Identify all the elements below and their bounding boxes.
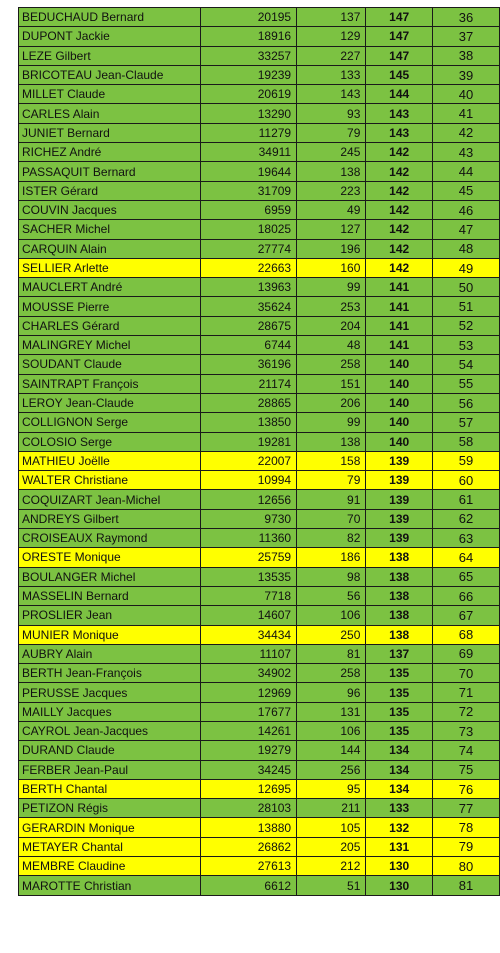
player-name-cell: COLOSIO Serge bbox=[19, 432, 201, 451]
points-cell: 21174 bbox=[200, 374, 296, 393]
points-cell: 12695 bbox=[200, 779, 296, 798]
count-cell: 81 bbox=[297, 644, 366, 663]
count-cell: 99 bbox=[297, 413, 366, 432]
score-cell: 139 bbox=[366, 490, 433, 509]
player-name-cell: LEROY Jean-Claude bbox=[19, 393, 201, 412]
player-name-cell: MAUCLERT André bbox=[19, 278, 201, 297]
count-cell: 227 bbox=[297, 46, 366, 65]
player-name-cell: BEDUCHAUD Bernard bbox=[19, 8, 201, 27]
rank-cell: 70 bbox=[432, 664, 499, 683]
table-row bbox=[19, 664, 500, 683]
rank-cell: 67 bbox=[432, 606, 499, 625]
rank-cell: 71 bbox=[432, 683, 499, 702]
points-cell: 14261 bbox=[200, 721, 296, 740]
points-cell: 19281 bbox=[200, 432, 296, 451]
player-name-cell: LEZE Gilbert bbox=[19, 46, 201, 65]
rank-cell: 59 bbox=[432, 451, 499, 470]
rank-cell: 57 bbox=[432, 413, 499, 432]
points-cell: 13290 bbox=[200, 104, 296, 123]
score-cell: 140 bbox=[366, 432, 433, 451]
player-name-cell: COQUIZART Jean-Michel bbox=[19, 490, 201, 509]
table-row bbox=[19, 85, 500, 104]
score-cell: 147 bbox=[366, 27, 433, 46]
points-cell: 25759 bbox=[200, 548, 296, 567]
count-cell: 70 bbox=[297, 509, 366, 528]
count-cell: 144 bbox=[297, 741, 366, 760]
table-row-highlighted bbox=[19, 258, 500, 277]
player-name-cell: JUNIET Bernard bbox=[19, 123, 201, 142]
count-cell: 258 bbox=[297, 664, 366, 683]
table-row bbox=[19, 123, 500, 142]
count-cell: 205 bbox=[297, 837, 366, 856]
player-name-cell: BERTH Jean-François bbox=[19, 664, 201, 683]
table-row bbox=[19, 413, 500, 432]
points-cell: 11107 bbox=[200, 644, 296, 663]
table-row bbox=[19, 644, 500, 663]
score-cell: 144 bbox=[366, 85, 433, 104]
score-cell: 142 bbox=[366, 162, 433, 181]
player-name-cell: PERUSSE Jacques bbox=[19, 683, 201, 702]
score-cell: 138 bbox=[366, 548, 433, 567]
table-row bbox=[19, 374, 500, 393]
score-cell: 138 bbox=[366, 625, 433, 644]
player-name-cell: COLLIGNON Serge bbox=[19, 413, 201, 432]
rank-cell: 80 bbox=[432, 857, 499, 876]
points-cell: 13963 bbox=[200, 278, 296, 297]
table-row-highlighted bbox=[19, 857, 500, 876]
score-cell: 142 bbox=[366, 200, 433, 219]
count-cell: 131 bbox=[297, 702, 366, 721]
rank-cell: 38 bbox=[432, 46, 499, 65]
player-name-cell: CARQUIN Alain bbox=[19, 239, 201, 258]
table-row-highlighted bbox=[19, 471, 500, 490]
rank-cell: 60 bbox=[432, 471, 499, 490]
count-cell: 93 bbox=[297, 104, 366, 123]
points-cell: 28103 bbox=[200, 799, 296, 818]
points-cell: 35624 bbox=[200, 297, 296, 316]
score-cell: 140 bbox=[366, 393, 433, 412]
points-cell: 34902 bbox=[200, 664, 296, 683]
rank-cell: 40 bbox=[432, 85, 499, 104]
rank-cell: 76 bbox=[432, 779, 499, 798]
rank-cell: 53 bbox=[432, 336, 499, 355]
table-row bbox=[19, 393, 500, 412]
player-name-cell: ISTER Gérard bbox=[19, 181, 201, 200]
rank-cell: 36 bbox=[432, 8, 499, 27]
table-row-highlighted bbox=[19, 625, 500, 644]
count-cell: 151 bbox=[297, 374, 366, 393]
player-name-cell: PASSAQUIT Bernard bbox=[19, 162, 201, 181]
rank-cell: 42 bbox=[432, 123, 499, 142]
rank-cell: 47 bbox=[432, 220, 499, 239]
table-row bbox=[19, 336, 500, 355]
table-row bbox=[19, 8, 500, 27]
count-cell: 138 bbox=[297, 432, 366, 451]
count-cell: 250 bbox=[297, 625, 366, 644]
count-cell: 211 bbox=[297, 799, 366, 818]
table-row bbox=[19, 278, 500, 297]
table-row bbox=[19, 181, 500, 200]
count-cell: 49 bbox=[297, 200, 366, 219]
rank-cell: 81 bbox=[432, 876, 499, 895]
player-name-cell: MAILLY Jacques bbox=[19, 702, 201, 721]
points-cell: 22007 bbox=[200, 451, 296, 470]
score-cell: 138 bbox=[366, 606, 433, 625]
points-cell: 19279 bbox=[200, 741, 296, 760]
player-name-cell: CHARLES Gérard bbox=[19, 316, 201, 335]
count-cell: 105 bbox=[297, 818, 366, 837]
count-cell: 138 bbox=[297, 162, 366, 181]
score-cell: 138 bbox=[366, 567, 433, 586]
score-cell: 142 bbox=[366, 220, 433, 239]
points-cell: 9730 bbox=[200, 509, 296, 528]
rank-cell: 75 bbox=[432, 760, 499, 779]
count-cell: 106 bbox=[297, 606, 366, 625]
rank-cell: 77 bbox=[432, 799, 499, 818]
rank-cell: 43 bbox=[432, 143, 499, 162]
table-row bbox=[19, 606, 500, 625]
score-cell: 138 bbox=[366, 586, 433, 605]
score-cell: 140 bbox=[366, 355, 433, 374]
table-row bbox=[19, 760, 500, 779]
points-cell: 14607 bbox=[200, 606, 296, 625]
table-row bbox=[19, 490, 500, 509]
count-cell: 79 bbox=[297, 123, 366, 142]
table-row bbox=[19, 567, 500, 586]
score-cell: 140 bbox=[366, 374, 433, 393]
count-cell: 143 bbox=[297, 85, 366, 104]
player-name-cell: DURAND Claude bbox=[19, 741, 201, 760]
table-row bbox=[19, 162, 500, 181]
score-cell: 135 bbox=[366, 721, 433, 740]
score-cell: 147 bbox=[366, 46, 433, 65]
table-row-highlighted bbox=[19, 779, 500, 798]
player-name-cell: MILLET Claude bbox=[19, 85, 201, 104]
player-name-cell: MOUSSE Pierre bbox=[19, 297, 201, 316]
table-row bbox=[19, 432, 500, 451]
points-cell: 19644 bbox=[200, 162, 296, 181]
table-row-highlighted bbox=[19, 548, 500, 567]
player-name-cell: WALTER Christiane bbox=[19, 471, 201, 490]
score-cell: 134 bbox=[366, 760, 433, 779]
points-cell: 34245 bbox=[200, 760, 296, 779]
count-cell: 95 bbox=[297, 779, 366, 798]
score-cell: 139 bbox=[366, 471, 433, 490]
score-cell: 147 bbox=[366, 8, 433, 27]
rank-cell: 48 bbox=[432, 239, 499, 258]
points-cell: 33257 bbox=[200, 46, 296, 65]
table-row bbox=[19, 200, 500, 219]
table-row bbox=[19, 529, 500, 548]
count-cell: 56 bbox=[297, 586, 366, 605]
table-row bbox=[19, 65, 500, 84]
table-row bbox=[19, 316, 500, 335]
score-cell: 134 bbox=[366, 741, 433, 760]
points-cell: 27774 bbox=[200, 239, 296, 258]
rank-cell: 45 bbox=[432, 181, 499, 200]
count-cell: 98 bbox=[297, 567, 366, 586]
player-name-cell: ANDREYS Gilbert bbox=[19, 509, 201, 528]
points-cell: 34911 bbox=[200, 143, 296, 162]
count-cell: 256 bbox=[297, 760, 366, 779]
score-cell: 139 bbox=[366, 509, 433, 528]
player-name-cell: MAROTTE Christian bbox=[19, 876, 201, 895]
count-cell: 158 bbox=[297, 451, 366, 470]
rank-cell: 49 bbox=[432, 258, 499, 277]
points-cell: 6612 bbox=[200, 876, 296, 895]
rank-cell: 58 bbox=[432, 432, 499, 451]
score-cell: 142 bbox=[366, 181, 433, 200]
rank-cell: 69 bbox=[432, 644, 499, 663]
score-cell: 134 bbox=[366, 779, 433, 798]
count-cell: 160 bbox=[297, 258, 366, 277]
ranking-table bbox=[18, 7, 500, 896]
points-cell: 7718 bbox=[200, 586, 296, 605]
table-row bbox=[19, 509, 500, 528]
rank-cell: 39 bbox=[432, 65, 499, 84]
count-cell: 96 bbox=[297, 683, 366, 702]
rank-cell: 56 bbox=[432, 393, 499, 412]
count-cell: 106 bbox=[297, 721, 366, 740]
table-row-highlighted bbox=[19, 818, 500, 837]
points-cell: 36196 bbox=[200, 355, 296, 374]
rank-cell: 61 bbox=[432, 490, 499, 509]
score-cell: 130 bbox=[366, 857, 433, 876]
rank-cell: 63 bbox=[432, 529, 499, 548]
player-name-cell: RICHEZ André bbox=[19, 143, 201, 162]
rank-cell: 64 bbox=[432, 548, 499, 567]
player-name-cell: MASSELIN Bernard bbox=[19, 586, 201, 605]
points-cell: 12969 bbox=[200, 683, 296, 702]
points-cell: 31709 bbox=[200, 181, 296, 200]
rank-cell: 65 bbox=[432, 567, 499, 586]
points-cell: 22663 bbox=[200, 258, 296, 277]
score-cell: 141 bbox=[366, 297, 433, 316]
rank-cell: 44 bbox=[432, 162, 499, 181]
rank-cell: 54 bbox=[432, 355, 499, 374]
player-name-cell: MATHIEU Joëlle bbox=[19, 451, 201, 470]
count-cell: 51 bbox=[297, 876, 366, 895]
count-cell: 245 bbox=[297, 143, 366, 162]
rank-cell: 51 bbox=[432, 297, 499, 316]
points-cell: 10994 bbox=[200, 471, 296, 490]
player-name-cell: BOULANGER Michel bbox=[19, 567, 201, 586]
score-cell: 141 bbox=[366, 278, 433, 297]
player-name-cell: COUVIN Jacques bbox=[19, 200, 201, 219]
score-cell: 143 bbox=[366, 123, 433, 142]
count-cell: 127 bbox=[297, 220, 366, 239]
count-cell: 48 bbox=[297, 336, 366, 355]
table-row bbox=[19, 297, 500, 316]
count-cell: 206 bbox=[297, 393, 366, 412]
table-row bbox=[19, 741, 500, 760]
table-row bbox=[19, 683, 500, 702]
count-cell: 133 bbox=[297, 65, 366, 84]
score-cell: 143 bbox=[366, 104, 433, 123]
points-cell: 17677 bbox=[200, 702, 296, 721]
score-cell: 141 bbox=[366, 336, 433, 355]
points-cell: 20195 bbox=[200, 8, 296, 27]
score-cell: 145 bbox=[366, 65, 433, 84]
table-row bbox=[19, 239, 500, 258]
points-cell: 13535 bbox=[200, 567, 296, 586]
score-cell: 142 bbox=[366, 239, 433, 258]
rank-cell: 41 bbox=[432, 104, 499, 123]
score-cell: 135 bbox=[366, 683, 433, 702]
points-cell: 11279 bbox=[200, 123, 296, 142]
points-cell: 18916 bbox=[200, 27, 296, 46]
rank-cell: 72 bbox=[432, 702, 499, 721]
score-cell: 130 bbox=[366, 876, 433, 895]
table-row bbox=[19, 220, 500, 239]
score-cell: 139 bbox=[366, 451, 433, 470]
player-name-cell: MEMBRE Claudine bbox=[19, 857, 201, 876]
points-cell: 27613 bbox=[200, 857, 296, 876]
points-cell: 12656 bbox=[200, 490, 296, 509]
score-cell: 135 bbox=[366, 702, 433, 721]
score-cell: 137 bbox=[366, 644, 433, 663]
rank-cell: 52 bbox=[432, 316, 499, 335]
table-row bbox=[19, 355, 500, 374]
count-cell: 99 bbox=[297, 278, 366, 297]
points-cell: 18025 bbox=[200, 220, 296, 239]
player-name-cell: CAYROL Jean-Jacques bbox=[19, 721, 201, 740]
points-cell: 13850 bbox=[200, 413, 296, 432]
player-name-cell: BRICOTEAU Jean-Claude bbox=[19, 65, 201, 84]
player-name-cell: BERTH Chantal bbox=[19, 779, 201, 798]
table-row bbox=[19, 104, 500, 123]
rank-cell: 74 bbox=[432, 741, 499, 760]
table-row bbox=[19, 702, 500, 721]
table-row bbox=[19, 876, 500, 895]
player-name-cell: SACHER Michel bbox=[19, 220, 201, 239]
count-cell: 258 bbox=[297, 355, 366, 374]
rank-cell: 73 bbox=[432, 721, 499, 740]
count-cell: 186 bbox=[297, 548, 366, 567]
score-cell: 141 bbox=[366, 316, 433, 335]
score-cell: 142 bbox=[366, 258, 433, 277]
player-name-cell: CROISEAUX Raymond bbox=[19, 529, 201, 548]
table-row bbox=[19, 721, 500, 740]
score-cell: 131 bbox=[366, 837, 433, 856]
points-cell: 34434 bbox=[200, 625, 296, 644]
rank-cell: 78 bbox=[432, 818, 499, 837]
table-row bbox=[19, 799, 500, 818]
count-cell: 196 bbox=[297, 239, 366, 258]
player-name-cell: DUPONT Jackie bbox=[19, 27, 201, 46]
table-row-highlighted bbox=[19, 837, 500, 856]
points-cell: 26862 bbox=[200, 837, 296, 856]
rank-cell: 66 bbox=[432, 586, 499, 605]
points-cell: 11360 bbox=[200, 529, 296, 548]
count-cell: 253 bbox=[297, 297, 366, 316]
points-cell: 28865 bbox=[200, 393, 296, 412]
table-row bbox=[19, 27, 500, 46]
ranking-table-container bbox=[18, 7, 500, 896]
rank-cell: 55 bbox=[432, 374, 499, 393]
count-cell: 79 bbox=[297, 471, 366, 490]
rank-cell: 79 bbox=[432, 837, 499, 856]
count-cell: 212 bbox=[297, 857, 366, 876]
table-row bbox=[19, 46, 500, 65]
player-name-cell: MUNIER Monique bbox=[19, 625, 201, 644]
count-cell: 223 bbox=[297, 181, 366, 200]
score-cell: 135 bbox=[366, 664, 433, 683]
count-cell: 91 bbox=[297, 490, 366, 509]
player-name-cell: GERARDIN Monique bbox=[19, 818, 201, 837]
table-row bbox=[19, 586, 500, 605]
player-name-cell: METAYER Chantal bbox=[19, 837, 201, 856]
points-cell: 20619 bbox=[200, 85, 296, 104]
rank-cell: 37 bbox=[432, 27, 499, 46]
table-row-highlighted bbox=[19, 451, 500, 470]
score-cell: 132 bbox=[366, 818, 433, 837]
player-name-cell: FERBER Jean-Paul bbox=[19, 760, 201, 779]
player-name-cell: SOUDANT Claude bbox=[19, 355, 201, 374]
player-name-cell: AUBRY Alain bbox=[19, 644, 201, 663]
score-cell: 133 bbox=[366, 799, 433, 818]
points-cell: 28675 bbox=[200, 316, 296, 335]
rank-cell: 62 bbox=[432, 509, 499, 528]
rank-cell: 68 bbox=[432, 625, 499, 644]
count-cell: 204 bbox=[297, 316, 366, 335]
player-name-cell: PETIZON Régis bbox=[19, 799, 201, 818]
rank-cell: 46 bbox=[432, 200, 499, 219]
player-name-cell: CARLES Alain bbox=[19, 104, 201, 123]
player-name-cell: SELLIER Arlette bbox=[19, 258, 201, 277]
score-cell: 142 bbox=[366, 143, 433, 162]
ranking-table-body bbox=[19, 8, 500, 896]
count-cell: 137 bbox=[297, 8, 366, 27]
points-cell: 13880 bbox=[200, 818, 296, 837]
table-row bbox=[19, 143, 500, 162]
count-cell: 82 bbox=[297, 529, 366, 548]
player-name-cell: MALINGREY Michel bbox=[19, 336, 201, 355]
player-name-cell: PROSLIER Jean bbox=[19, 606, 201, 625]
points-cell: 6959 bbox=[200, 200, 296, 219]
count-cell: 129 bbox=[297, 27, 366, 46]
score-cell: 139 bbox=[366, 529, 433, 548]
score-cell: 140 bbox=[366, 413, 433, 432]
points-cell: 6744 bbox=[200, 336, 296, 355]
player-name-cell: SAINTRAPT François bbox=[19, 374, 201, 393]
points-cell: 19239 bbox=[200, 65, 296, 84]
rank-cell: 50 bbox=[432, 278, 499, 297]
player-name-cell: ORESTE Monique bbox=[19, 548, 201, 567]
